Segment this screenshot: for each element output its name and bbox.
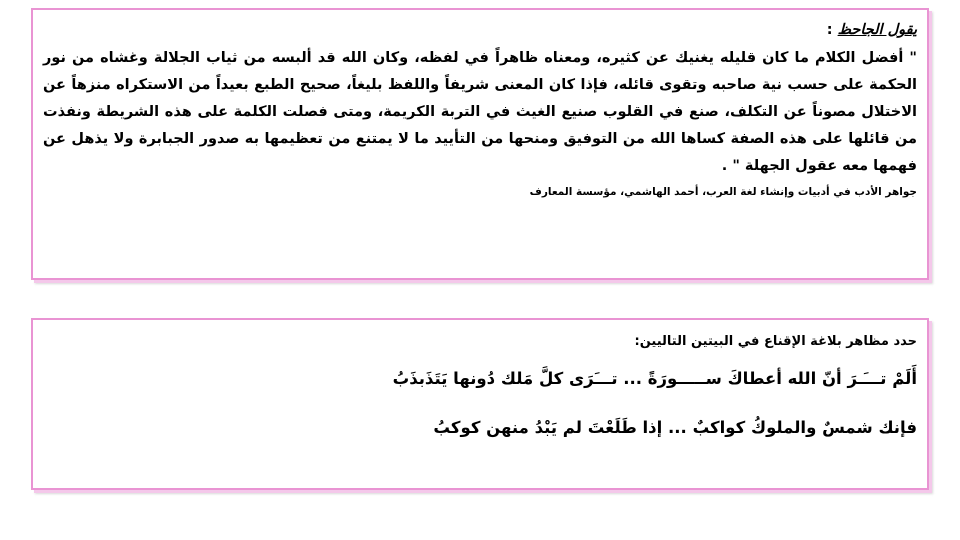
heading-colon: : [826,22,838,38]
quote-text [43,45,917,180]
quote-panel [31,8,929,280]
poem-verse: أَلَمْ تـــَـرَ أنّ الله أعطاكَ ســـــورَةً ... تـــَرَى كلَّ مَلك دُونها يَتَذَبذَبُ [392,369,917,388]
poem-verse: فإنك شمسٌ والملوكُ كواكبٌ ... إذا طَلَعْتَ لم يَبْدُ منهن كوكبُ [433,418,917,437]
quote-line: وغشاه من نور الحكمة على حسب نية صاحبه وتقوى قائله، فإذا كان المعنى شريفاً واللفظ بليغاً، صحيح [43,50,917,93]
quote-line: ومنحها من التأييد ما لا يمتنع من تعظيمها به صدور الجبابرة ولا يذهل عن فهمها معه عقول الجهلة " . [43,131,917,174]
exercise-instruction: حدد مظاهر بلاغة الإقناع في البيتين التاليين: [634,334,917,349]
quote-line: " أفضل الكلام ما كان قليله يغنيك عن كثيره، ومعناه ظاهراً في لفظه، وكان الله قد ألبسه من ثياب الجلالة [153,50,917,66]
quote-line: الطبع بعيداً من الاستكراه منزهاً عن الاختلال مصوناً عن التكلف، صنع في القلوب صنيع الغيث في التربة [43,77,917,120]
quote-source: جواهر الأدب في أدبيات وإنشاء لغة العرب، أحمد الهاشمي، مؤسسة المعارف [529,186,917,198]
quote-heading [43,19,917,41]
exercise-panel [31,318,929,490]
quote-line: الكريمة، ومتى فصلت الكلمة على هذه الشريطة ونفذت من قائلها على هذه الصفة كساها الله من التوفيق [43,104,917,147]
author-name: يقول الجاحظ [837,22,917,38]
